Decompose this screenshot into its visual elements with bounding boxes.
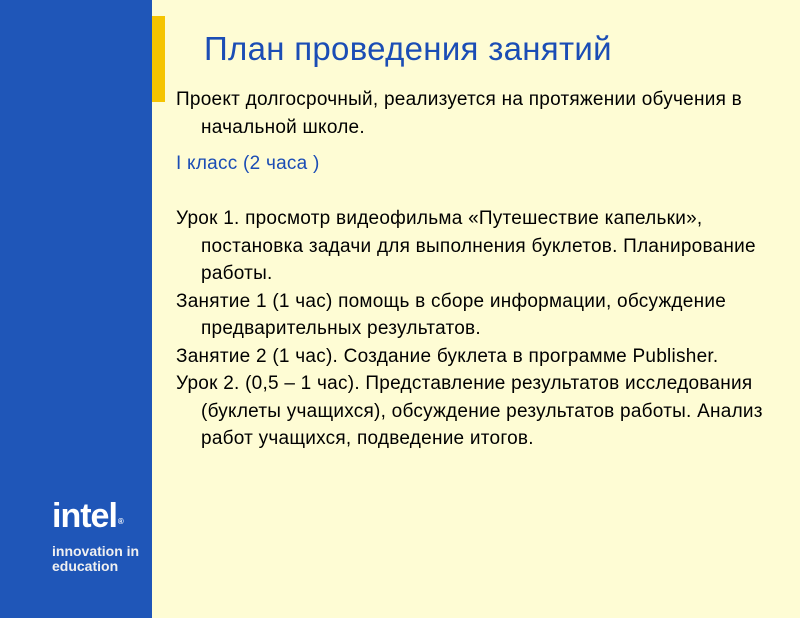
logo-registered-mark: ®	[117, 517, 123, 526]
logo-wordmark: intel	[52, 497, 117, 535]
class-heading: I класс (2 часа )	[176, 153, 320, 174]
blank-line	[176, 178, 776, 206]
intel-logo	[52, 498, 139, 574]
project-description: Проект долгосрочный, реализуется на протяжении обучения в начальной школе.	[176, 89, 743, 138]
slide-content	[176, 86, 776, 453]
title-accent-bar	[152, 16, 165, 102]
session-1-item: Занятие 1 (1 час) помощь в сборе информации, обсуждение предварительных результатов.	[176, 290, 727, 339]
logo-tagline-line-1: innovation in	[52, 543, 140, 559]
lesson-2-item: Урок 2. (0,5 – 1 час). Представление результатов исследования (буклеты учащихся), обсуждение результатов работы. Анализ работ учащихся, подведение итогов.	[176, 373, 763, 449]
lesson-1-item: Урок 1. просмотр видеофильма «Путешествие капельки», постановка задачи для выполнения буклетов. Планирование работы.	[176, 208, 756, 284]
session-2-item: Занятие 2 (1 час). Создание буклета в программе Publisher.	[176, 345, 719, 367]
slide-title: План проведения занятий	[204, 30, 612, 67]
logo-tagline-line-2: education	[52, 558, 119, 574]
